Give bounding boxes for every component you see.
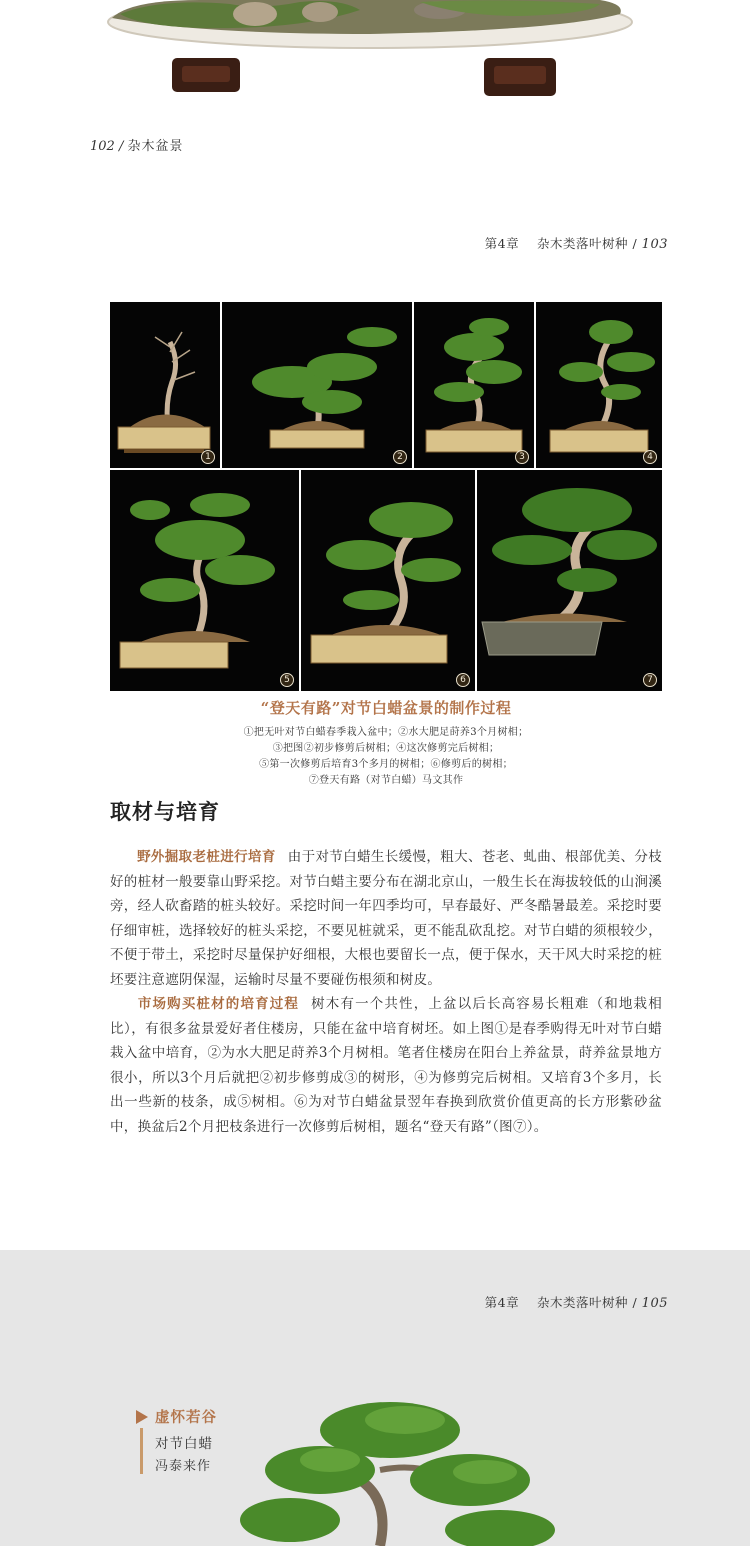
figure-caption-line: ⑦登天有路（对节白蜡）马文其作 [308,775,464,786]
figure-caption-line: ③把图②初步修剪后树相；④这次修剪完后树相； [272,743,500,754]
paragraph-text: 由于对节白蜡生长缓慢，粗大、苍老、虬曲、根部优美、分枝好的桩材一般要靠山野采挖。对节白蜡主要分布在湖北京山，一般生长在海拔较低的山涧溪旁，经人砍畜踏的桩头较好。采挖时间一年四季均可，早春最好、严冬酷暑最差。采挖时要仔细审桩，选择较好的桩头采挖，不要见桩就采，更不能乱砍乱挖。对节白蜡的须根较少，不便于带土，采挖时尽量保护好细根，大根也要留长一点，便于保水，天干风大时采挖的桩坯要注意遮阴保湿，运输时尽量不要碰伤根须和树皮。 [110,849,662,988]
work-title: 虚怀若谷 [155,1409,217,1426]
bonsai-process-photo-grid [110,302,662,691]
chapter-label: 第4章 [484,1295,520,1310]
figure-caption-line: ⑤第一次修剪后培育3个多月的树相；⑥修剪后的树相； [259,759,513,770]
work-species: 对节白蜡 [155,1436,213,1452]
stage-badge: 2 [393,450,407,464]
photo-stage-1 [110,302,220,468]
paragraph-market-purchase [110,992,662,1140]
work-author: 冯泰来作 [155,1459,212,1474]
caption-accent-bar [140,1428,143,1474]
page-number: 103 [641,237,668,252]
photo-stage-4 [536,302,662,468]
section-label: 杂木类落叶树种 [536,1295,628,1310]
book-title: 杂木盆景 [127,139,184,154]
photo-stage-5 [110,470,299,691]
page-number: 105 [641,1296,668,1311]
figure-title: “登天有路”对节白蜡盆景的制作过程 [260,699,512,717]
photo-stage-2 [222,302,412,468]
running-head-103 [485,234,668,252]
page-number: 102 [90,139,115,154]
page-footer-102 [90,135,184,154]
stage-badge: 5 [280,673,294,687]
bonsai-photo-large [230,1390,560,1546]
paragraph-lead: 野外掘取老桩进行培育 [137,849,276,865]
stage-badge: 3 [515,450,529,464]
chapter-label: 第4章 [484,236,520,251]
stage-badge: 6 [456,673,470,687]
photo-stage-7 [477,470,662,691]
photo-stage-6 [301,470,475,691]
running-head-105 [485,1293,668,1311]
separator: / [118,139,128,154]
stage-badge: 1 [201,450,215,464]
paragraph-text: 树木有一个共性，上盆以后长高容易长粗难（和地栽相比），有很多盆景爱好者住楼房，只能在盆中培育树坯。如上图①是春季购得无叶对节白蜡栽入盆中培育，②为水大肥足莳养3个月树相。笔者住楼房在阳台上养盆景，莳养盆景地方很小，所以3个月后就把②初步修剪成③的树形，④为修剪完后树相。又培育3个多月，长出一些新的枝条，成⑤树相。⑥为对节白蜡盆景翌年春换到欣赏价值更高的长方形紫砂盆中，换盆后2个月把枝条进行一次修剪后树相，题名“登天有路”（图⑦）。 [110,996,662,1135]
stage-badge: 7 [643,673,657,687]
paragraph-lead: 市场购买桩材的培育过程 [137,996,300,1012]
separator: / [632,236,642,251]
photo-stage-3 [414,302,534,468]
bonsai-tray-photo [0,0,750,110]
section-label: 杂木类落叶树种 [536,236,628,251]
section-heading: 取材与培育 [110,799,220,824]
triangle-marker-icon [136,1410,148,1424]
separator: / [632,1295,642,1310]
stage-badge: 4 [643,450,657,464]
paragraph-wild-collection [110,845,662,993]
figure-caption-line: ①把无叶对节白蜡春季栽入盆中；②水大肥足莳养3个月树相； [243,727,529,738]
